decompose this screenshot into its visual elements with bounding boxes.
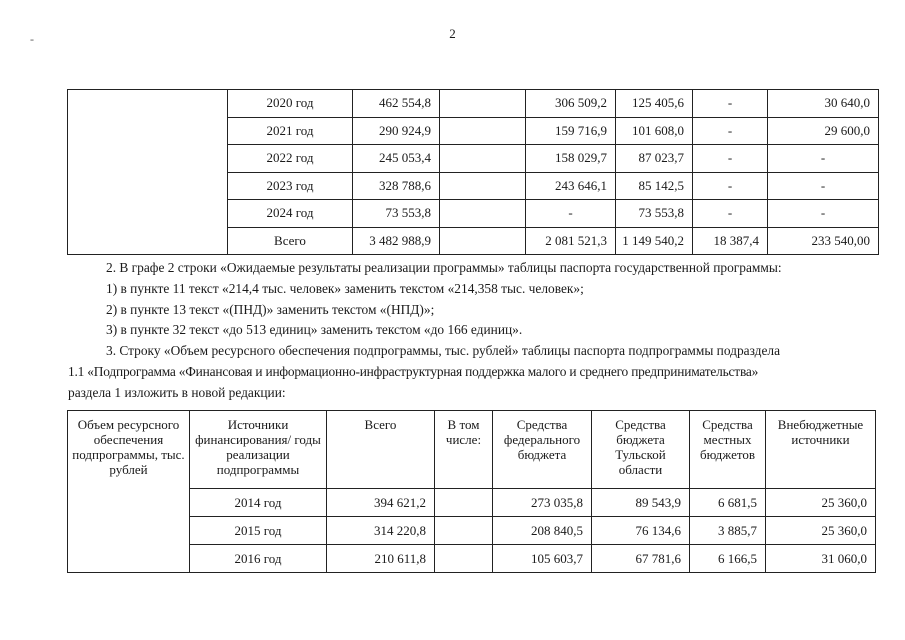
local-cell: - [693, 145, 768, 173]
year-cell: 2014 год [190, 489, 327, 517]
table-header-row [68, 411, 876, 489]
federal-cell: - [526, 200, 616, 228]
incl-cell [435, 517, 493, 545]
total-cell: 328 788,6 [353, 172, 440, 200]
local-cell: 3 885,7 [690, 517, 766, 545]
funding-table-continued [67, 89, 879, 255]
paragraph-2-item-2: 2) в пункте 13 текст «(ПНД)» заменить текстом «(НПД)»; [106, 301, 435, 317]
header-total: Всего [327, 411, 435, 489]
year-cell: 2022 год [228, 145, 353, 173]
incl-cell [440, 227, 526, 255]
federal-cell: 243 646,1 [526, 172, 616, 200]
federal-cell: 306 509,2 [526, 90, 616, 118]
paragraph-2-item-3: 3) в пункте 32 текст «до 513 единиц» заменить текстом «до 166 единиц». [106, 322, 523, 338]
regional-cell: 87 023,7 [616, 145, 693, 173]
regional-cell: 89 543,9 [592, 489, 690, 517]
incl-cell [440, 200, 526, 228]
regional-cell: 101 608,0 [616, 117, 693, 145]
header-extra: Внебюджетные источники [766, 411, 876, 489]
total-cell: 73 553,8 [353, 200, 440, 228]
year-cell: 2021 год [228, 117, 353, 145]
amendment-text [68, 258, 880, 404]
total-cell: 210 611,8 [327, 545, 435, 573]
federal-cell: 2 081 521,3 [526, 227, 616, 255]
local-cell: 6 681,5 [690, 489, 766, 517]
local-cell: 6 166,5 [690, 545, 766, 573]
year-cell: 2023 год [228, 172, 353, 200]
federal-cell: 158 029,7 [526, 145, 616, 173]
incl-cell [440, 172, 526, 200]
total-cell: 462 554,8 [353, 90, 440, 118]
extra-cell: - [768, 200, 879, 228]
subprogram-funding-table [67, 410, 876, 573]
extra-cell: - [768, 172, 879, 200]
paragraph-3-line-3: раздела 1 изложить в новой редакции: [68, 384, 286, 400]
paragraph-3-line-2: 1.1 «Подпрограмма «Финансовая и информационно-инфраструктурная поддержка малого и среднего предпринимательства» [68, 363, 759, 379]
row-label-cell: Объем ресурсного обеспечения подпрограммы, тыс. рублей [68, 411, 190, 573]
incl-cell [440, 117, 526, 145]
paragraph-2: 2. В графе 2 строки «Ожидаемые результаты реализации программы» таблицы паспорта государственной программы: [106, 260, 782, 275]
regional-cell: 1 149 540,2 [616, 227, 693, 255]
header-incl: В том числе: [435, 411, 493, 489]
margin-mark: - [30, 32, 34, 46]
federal-cell: 208 840,5 [493, 517, 592, 545]
header-local: Средства местных бюджетов [690, 411, 766, 489]
extra-cell: 25 360,0 [766, 517, 876, 545]
extra-cell: 30 640,0 [768, 90, 879, 118]
year-cell: 2015 год [190, 517, 327, 545]
year-cell: Всего [228, 227, 353, 255]
federal-cell: 273 035,8 [493, 489, 592, 517]
local-cell: - [693, 117, 768, 145]
total-cell: 245 053,4 [353, 145, 440, 173]
empty-label-cell [68, 90, 228, 255]
table-row [68, 545, 876, 573]
federal-cell: 105 603,7 [493, 545, 592, 573]
regional-cell: 67 781,6 [592, 545, 690, 573]
year-cell: 2020 год [228, 90, 353, 118]
regional-cell: 125 405,6 [616, 90, 693, 118]
local-cell: - [693, 90, 768, 118]
table-row [68, 90, 879, 118]
local-cell: - [693, 200, 768, 228]
incl-cell [440, 90, 526, 118]
total-cell: 3 482 988,9 [353, 227, 440, 255]
year-cell: 2024 год [228, 200, 353, 228]
extra-cell: 29 600,0 [768, 117, 879, 145]
header-regional: Средства бюджета Тульской области [592, 411, 690, 489]
header-sources: Источники финансирования/ годы реализации подпрограммы [190, 411, 327, 489]
extra-cell: - [768, 145, 879, 173]
federal-cell: 159 716,9 [526, 117, 616, 145]
table-row [68, 489, 876, 517]
total-cell: 394 621,2 [327, 489, 435, 517]
incl-cell [435, 489, 493, 517]
paragraph-2-item-1: 1) в пункте 11 текст «214,4 тыс. человек» заменить текстом «214,358 тыс. человек»; [106, 280, 584, 296]
incl-cell [440, 145, 526, 173]
extra-cell: 31 060,0 [766, 545, 876, 573]
table-row [68, 517, 876, 545]
year-cell: 2016 год [190, 545, 327, 573]
local-cell: - [693, 172, 768, 200]
regional-cell: 73 553,8 [616, 200, 693, 228]
incl-cell [435, 545, 493, 573]
total-cell: 290 924,9 [353, 117, 440, 145]
paragraph-3-line-1: 3. Строку «Объем ресурсного обеспечения подпрограммы, тыс. рублей» таблицы паспорта подпрограммы подраздела [106, 343, 781, 359]
page-number: 2 [449, 26, 456, 41]
header-federal: Средства федерального бюджета [493, 411, 592, 489]
extra-cell: 233 540,00 [768, 227, 879, 255]
regional-cell: 85 142,5 [616, 172, 693, 200]
extra-cell: 25 360,0 [766, 489, 876, 517]
local-cell: 18 387,4 [693, 227, 768, 255]
total-cell: 314 220,8 [327, 517, 435, 545]
regional-cell: 76 134,6 [592, 517, 690, 545]
